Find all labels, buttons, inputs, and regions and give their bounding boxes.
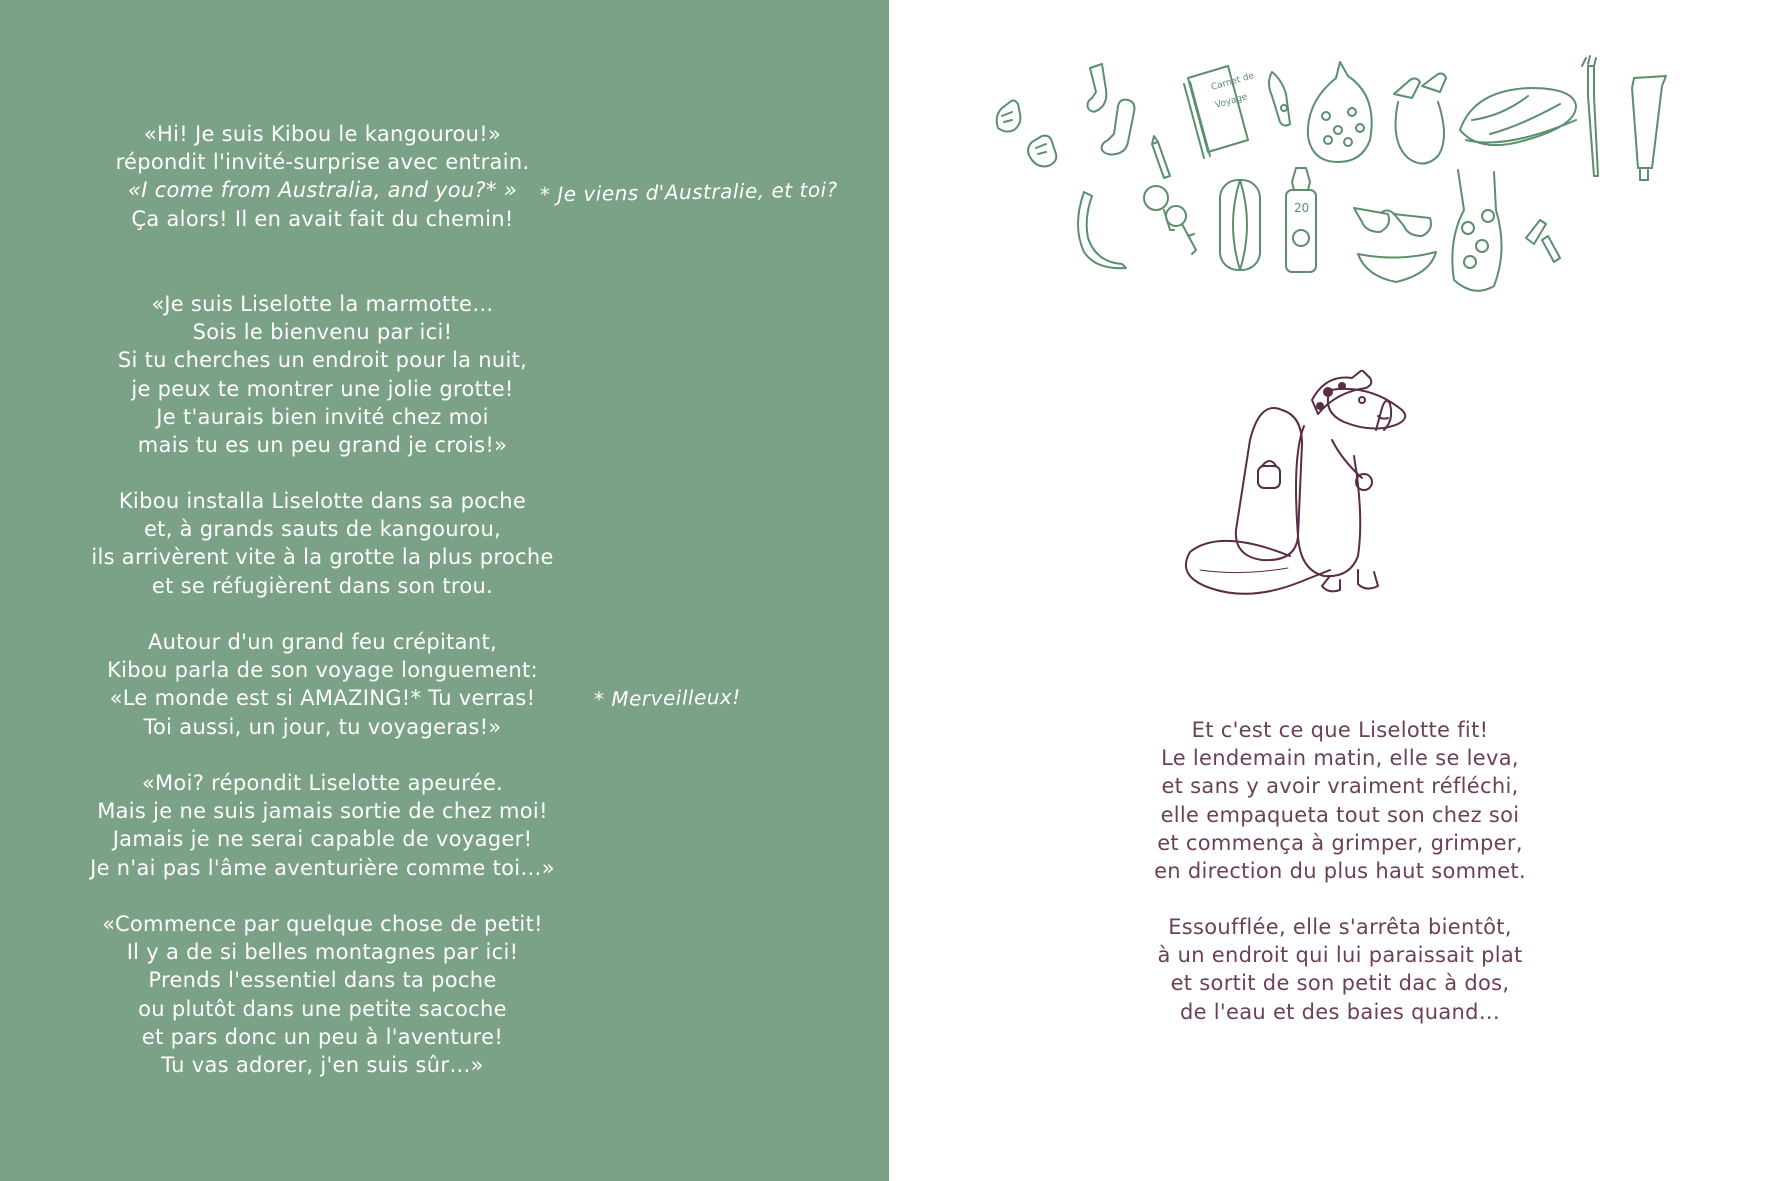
pocket-knife-icon [1269, 72, 1290, 126]
stanza-2 [0, 290, 645, 459]
travel-items-illustration [980, 50, 1720, 320]
sneaker-icon [997, 100, 1057, 166]
melon-icon [1220, 180, 1260, 270]
stanza-line: Toi aussi, un jour, tu voyageras!» [143, 714, 502, 739]
stanza-line: Le lendemain matin, elle se leva, [1161, 746, 1519, 771]
sunscreen-icon [1286, 168, 1316, 272]
sock-icon [1088, 64, 1107, 112]
stanza-4 [0, 628, 645, 741]
swimsuit-icon [1452, 170, 1501, 291]
toothpaste-icon [1632, 76, 1666, 180]
stanza-line: Et c'est ce que Liselotte fit! [1191, 718, 1489, 742]
right-stanza-1 [1062, 716, 1618, 885]
stanza-line: de l'eau et des baies quand… [1179, 999, 1501, 1024]
stanza-line: et sortit de son petit dac à dos, [1170, 971, 1510, 996]
stanza-line: mais tu es un peu grand je crois!» [137, 433, 508, 458]
stanza-line: je peux te montrer une jolie grotte! [131, 376, 514, 401]
right-stanza-2 [1062, 913, 1618, 1026]
stanza-line: Il y a de si belles montagnes par ici! [126, 940, 519, 965]
stanza-line: Autour d'un grand feu crépitant, [148, 630, 497, 654]
binoculars-icon [1394, 74, 1446, 164]
sunglasses-icon [1354, 208, 1431, 236]
stanza-line: Essoufflée, elle s'arrêta bientôt, [1168, 915, 1512, 939]
stanza-line: et pars donc un peu à l'aventure! [141, 1024, 504, 1049]
stanza-line: ou plutôt dans une petite sacoche [138, 996, 507, 1021]
backpack [1236, 408, 1302, 560]
stanza-line: Prends l'essentiel dans ta poche [148, 968, 497, 993]
stanza-line: ils arrivèrent vite à la grotte la plus proche [91, 545, 554, 570]
stanza-line: elle empaqueta tout son chez soi [1160, 802, 1520, 827]
stanza-line: «Commence par quelque chose de petit! [102, 912, 543, 936]
stanza-1 [0, 120, 645, 233]
stanza-line: Tu vas adorer, j'en suis sûr…» [161, 1053, 484, 1078]
stanza-line: répondit l'invité-surprise avec entrain. [115, 150, 530, 175]
marmot-body [1296, 426, 1360, 576]
marmot-head [1328, 389, 1405, 429]
lip-balm-icon [1526, 220, 1560, 262]
footnote-merveilleux: * Merveilleux! [593, 684, 741, 712]
stanza-line: et, à grands sauts de kangourou, [143, 517, 502, 542]
stanza-line: «I come from Australia, and you?* » [127, 178, 518, 203]
sock-icon [1102, 100, 1135, 155]
stanza-line: et se réfugièrent dans son trou. [151, 573, 494, 598]
stanza-line: Ça alors! Il en avait fait du chemin! [131, 206, 514, 231]
keys-icon [1144, 186, 1196, 254]
berry-bag-icon [1308, 62, 1372, 162]
stanza-line: Kibou parla de son voyage longuement: [107, 658, 538, 683]
stanza-line: Mais je ne suis jamais sortie de chez moi! [97, 799, 548, 824]
notebook-icon [1184, 66, 1256, 158]
stanza-line: «Moi? répondit Liselotte apeurée. [141, 771, 504, 795]
stanza-line: et sans y avoir vraiment réfléchi, [1161, 774, 1519, 799]
stanza-3 [0, 487, 645, 600]
stanza-line: Kibou installa Liselotte dans sa poche [118, 489, 527, 513]
footnote-australia: * Je viens d'Australie, et toi? [539, 177, 838, 207]
stanza-line: en direction du plus haut sommet. [1154, 859, 1526, 884]
marmot-illustration [1180, 370, 1460, 630]
stanza-line: Je n'ai pas l'âme aventurière comme toi…» [90, 855, 555, 880]
notebook-label: Voyage [1214, 92, 1249, 111]
stanza-line: Je t'aurais bien invité chez moi [156, 404, 489, 429]
stanza-line: à un endroit qui lui paraissait plat [1157, 943, 1523, 968]
stanza-6 [0, 910, 645, 1079]
stanza-line: et commença à grimper, grimper, [1157, 830, 1523, 855]
pencil-icon [1152, 136, 1170, 178]
stanza-line: Sois le bienvenu par ici! [192, 320, 453, 345]
swim-bottoms-icon [1358, 252, 1436, 282]
stanza-line: «Le monde est si AMAZING!* Tu verras! [109, 686, 536, 711]
sandwich-icon [1460, 88, 1576, 145]
stanza-5 [0, 769, 645, 882]
pendant [1332, 440, 1362, 478]
stanza-line: Si tu cherches un endroit pour la nuit, [117, 348, 528, 373]
toothbrush-icon [1582, 56, 1598, 176]
marmot-feet [1322, 570, 1378, 591]
stanza-line: Jamais je ne serai capable de voyager! [112, 827, 533, 852]
stanza-line: «Hi! Je suis Kibou le kangourou!» [143, 122, 502, 146]
banana-icon [1078, 192, 1126, 268]
sunscreen-label: 20 [1294, 201, 1310, 215]
stanza-line: «Je suis Liselotte la marmotte… [151, 292, 494, 316]
notebook-label: Carnet de [1210, 71, 1256, 93]
